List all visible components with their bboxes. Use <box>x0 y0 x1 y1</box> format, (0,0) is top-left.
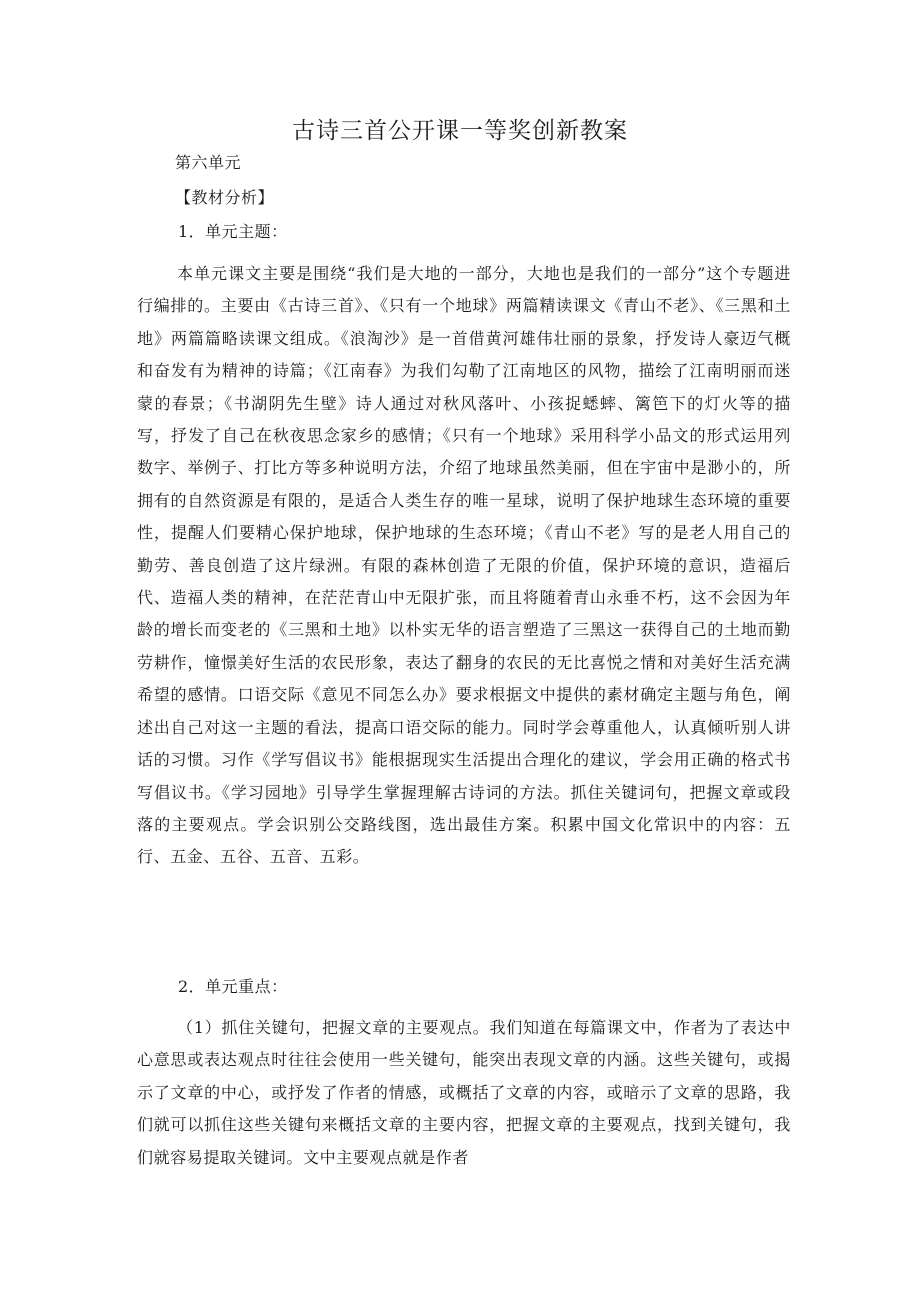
paragraph-unit-focus: （1）抓住关键句，把握文章的主要观点。我们知道在每篇课文中，作者为了表达中心意思或表达观点时往往会使用一些关键句，能突出表现文章的内涵。这些关键句，或揭示了文章的中心，或抒发了作者的情感，或概括了文章的内容，或暗示了文章的思路，我们就可以抓住这些关键句来概括文章的主要内容，把握文章的主要观点，找到关键句，我们就容易提取关键词。文中主要观点就是作者 <box>137 1018 791 1167</box>
paragraph-unit-theme: 本单元课文主要是围绕“我们是大地的一部分，大地也是我们的一部分”这个专题进行编排的。主要由《古诗三首》、《只有一个地球》两篇精读课文《青山不老》、《三黑和土地》两篇篇略读课文组成。《浪淘沙》是一首借黄河雄伟壮丽的景象，抒发诗人豪迈气概和奋发有为精神的诗篇；《江南春》为我们勾勒了江南地区的风物，描绘了江南明丽而迷蒙的春景；《书湖阴先生壁》诗人通过对秋风落叶、小孩捉蟋蟀、篱笆下的灯火等的描写，抒发了自己在秋夜思念家乡的感情；《只有一个地球》采用科学小品文的形式运用列数字、举例子、打比方等多种说明方法，介绍了地球虽然美丽，但在宇宙中是渺小的，所拥有的自然资源是有限的，是适合人类生存的唯一星球，说明了保护地球生态环境的重要性，提醒人们要精心保护地球，保护地球的生态环境；《青山不老》写的是老人用自己的勤劳、善良创造了这片绿洲。有限的森林创造了无限的价值，保护环境的意识，造福后代、造福人类的精神，在茫茫青山中无限扩张，而且将随着青山永垂不朽，这不会因为年龄的增长而变老的《三黑和土地》以朴实无华的语言塑造了三黑这一获得自己的土地而勤劳耕作，憧憬美好生活的农民形象，表达了翻身的农民的无比喜悦之情和对美好生活充满希望的感情。口语交际《意见不同怎么办》要求根据文中提供的素材确定主题与角色，阐述出自己对这一主题的看法，提高口语交际的能力。同时学会尊重他人，认真倾听别人讲话的习惯。习作《学写倡议书》能根据现实生活提出合理化的建议，学会用正确的格式书写倡议书。《学习园地》引导学生掌握理解古诗词的方法。抓住关键词句，把握文章或段落的主要观点。学会识别公交路线图，选出最佳方案。积累中国文化常识中的内容：五行、五金、五谷、五音、五彩。 <box>137 264 791 867</box>
body-paragraph <box>137 258 791 874</box>
document-title: 古诗三首公开课一等奖创新教案 <box>292 118 628 144</box>
subsection-heading: 2．单元重点： <box>178 977 288 996</box>
subsection-heading: 1．单元主题： <box>178 222 288 241</box>
body-paragraph <box>137 1012 791 1174</box>
section-heading: 【教材分析】 <box>175 188 275 207</box>
unit-label: 第六单元 <box>175 153 242 172</box>
